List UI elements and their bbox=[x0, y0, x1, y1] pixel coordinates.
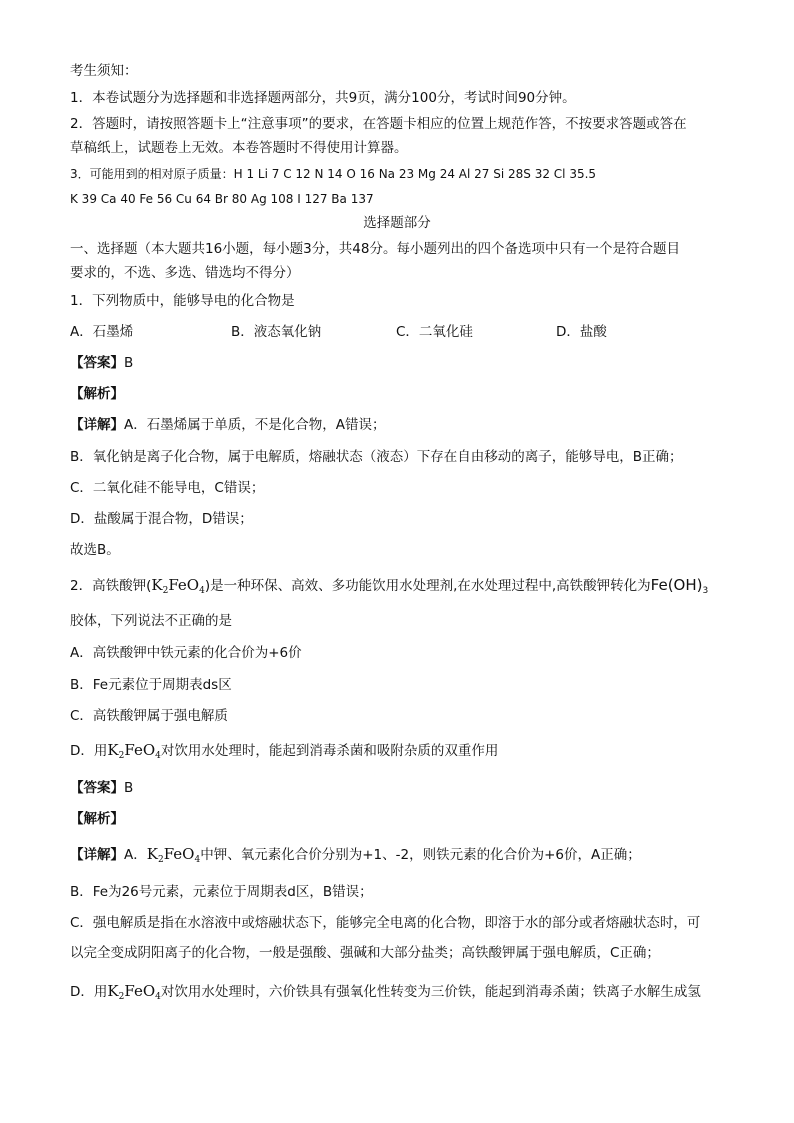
formula-k: K bbox=[151, 576, 163, 594]
q1-option-d: D．盐酸 bbox=[556, 324, 607, 340]
feoh3-formula bbox=[651, 576, 709, 594]
q1-option-a: A．石墨烯 bbox=[70, 324, 134, 340]
q2-stem-pre: 2．高铁酸钾( bbox=[70, 578, 152, 594]
notice-item-1: 1．本卷试题分为选择题和非选择题两部分，共9页，满分100分，考试时间90分钟。 bbox=[70, 90, 576, 106]
q2-detail-b: B．Fe为26号元素，元素位于周期表d区，B错误； bbox=[70, 884, 373, 900]
formula-o-sub: 4 bbox=[199, 586, 205, 596]
answer-value: B bbox=[124, 780, 134, 796]
formula-feoh-sub: 3 bbox=[702, 586, 709, 596]
formula-feoh: Fe(OH) bbox=[650, 576, 703, 594]
q2-stem bbox=[70, 576, 708, 595]
detail-d-pre: D．用 bbox=[70, 984, 108, 1000]
detail-line: A．石墨烯属于单质，不是化合物，A错误； bbox=[124, 417, 386, 433]
notice-item-2: 2．答题时，请按照答题卡上“注意事项”的要求，在答题卡相应的位置上规范作答，不按要求答题或答在 bbox=[70, 116, 687, 132]
q1-option-b: B．液态氧化钠 bbox=[231, 324, 322, 340]
q2-option-d bbox=[70, 741, 498, 760]
answer-tag: 【答案】 bbox=[70, 780, 124, 796]
k2feo4-formula bbox=[107, 982, 160, 1000]
answer-value: B bbox=[124, 355, 134, 371]
k2feo4-formula bbox=[147, 845, 200, 863]
formula-k: K bbox=[146, 845, 158, 863]
k2feo4-formula bbox=[107, 741, 160, 759]
part1-heading: 一、选择题（本大题共16小题，每小题3分，共48分。每小题列出的四个备选项中只有一个是符合题目 bbox=[70, 241, 680, 257]
formula-feo: FeO bbox=[168, 576, 200, 594]
q1-answer bbox=[70, 354, 133, 372]
formula-k-sub: 2 bbox=[118, 751, 125, 761]
q2-stem-mid: )是一种环保、高效、多功能饮用水处理剂,在水处理过程中,高铁酸钾转化为 bbox=[204, 578, 651, 594]
formula-feo: FeO bbox=[124, 741, 156, 759]
q1-option-c: C．二氧化硅 bbox=[396, 324, 473, 340]
formula-k-sub: 2 bbox=[162, 586, 169, 596]
analysis-tag: 【解析】 bbox=[70, 811, 124, 827]
q2-option-d-pre: D．用 bbox=[70, 743, 108, 759]
q1-detail-a bbox=[70, 416, 385, 434]
q1-detail-b: B．氧化钠是离子化合物，属于电解质，熔融状态（液态）下存在自由移动的离子，能够导电，B正确； bbox=[70, 449, 683, 465]
formula-feo: FeO bbox=[124, 982, 156, 1000]
formula-o-sub: 4 bbox=[194, 855, 201, 865]
section-title: 选择题部分 bbox=[363, 215, 431, 231]
q2-detail-c-cont: 以完全变成阴阳离子的化合物，一般是强酸、强碱和大部分盐类；高铁酸钾属于强电解质，C正确； bbox=[70, 945, 660, 961]
detail-a-post: 中钾、氧元素化合价分别为+1、-2，则铁元素的化合价为+6价，A正确； bbox=[200, 847, 641, 863]
detail-tag: 【详解】 bbox=[70, 417, 124, 433]
detail-tag: 【详解】 bbox=[70, 847, 124, 863]
formula-feo: FeO bbox=[163, 845, 195, 863]
q1-detail-c: C．二氧化硅不能导电，C错误； bbox=[70, 480, 265, 496]
detail-a-pre: A． bbox=[124, 847, 147, 863]
q2-answer bbox=[70, 779, 133, 797]
q2-analysis-tag bbox=[70, 810, 124, 828]
part1-heading-cont: 要求的，不选、多选、错选均不得分） bbox=[70, 265, 300, 281]
k2feo4-formula bbox=[151, 576, 204, 594]
q2-stem-cont: 胶体，下列说法不正确的是 bbox=[70, 613, 232, 629]
q1-analysis-tag bbox=[70, 385, 124, 403]
formula-o-sub: 4 bbox=[155, 992, 161, 1002]
q2-option-a: A．高铁酸钾中铁元素的化合价为+6价 bbox=[70, 645, 302, 661]
q1-conclusion: 故选B。 bbox=[70, 542, 120, 558]
q2-detail-a bbox=[70, 845, 641, 864]
analysis-tag: 【解析】 bbox=[70, 386, 124, 402]
notice-item-3-cont: K 39 Ca 40 Fe 56 Cu 64 Br 80 Ag 108 I 127 Ba 137 bbox=[70, 192, 374, 206]
answer-tag: 【答案】 bbox=[70, 355, 124, 371]
detail-d-post: 对饮用水处理时，六价铁具有强氧化性转变为三价铁，能起到消毒杀菌；铁离子水解生成氢 bbox=[160, 984, 701, 1000]
formula-k: K bbox=[107, 982, 119, 1000]
formula-k: K bbox=[107, 741, 119, 759]
q2-option-c: C．高铁酸钾属于强电解质 bbox=[70, 708, 228, 724]
q2-option-d-post: 对饮用水处理时，能起到消毒杀菌和吸附杂质的双重作用 bbox=[160, 743, 499, 759]
q2-detail-d bbox=[70, 982, 701, 1001]
q1-detail-d: D．盐酸属于混合物，D错误； bbox=[70, 511, 253, 527]
q2-detail-c: C．强电解质是指在水溶液中或熔融状态下，能够完全电离的化合物，即溶于水的部分或者熔融状态时，可 bbox=[70, 915, 701, 931]
notice-title: 考生须知： bbox=[70, 63, 138, 79]
formula-o-sub: 4 bbox=[155, 751, 161, 761]
q2-option-b: B．Fe元素位于周期表ds区 bbox=[70, 677, 232, 693]
notice-item-3: 3．可能用到的相对原子质量：H 1 Li 7 C 12 N 14 O 16 Na 23 Mg 24 Al 27 Si 28S 32 Cl 35.5 bbox=[70, 167, 597, 181]
formula-k-sub: 2 bbox=[157, 855, 164, 865]
notice-item-2-cont: 草稿纸上，试题卷上无效。本卷答题时不得使用计算器。 bbox=[70, 140, 408, 156]
q1-stem: 1．下列物质中，能够导电的化合物是 bbox=[70, 293, 295, 309]
formula-k-sub: 2 bbox=[118, 992, 125, 1002]
